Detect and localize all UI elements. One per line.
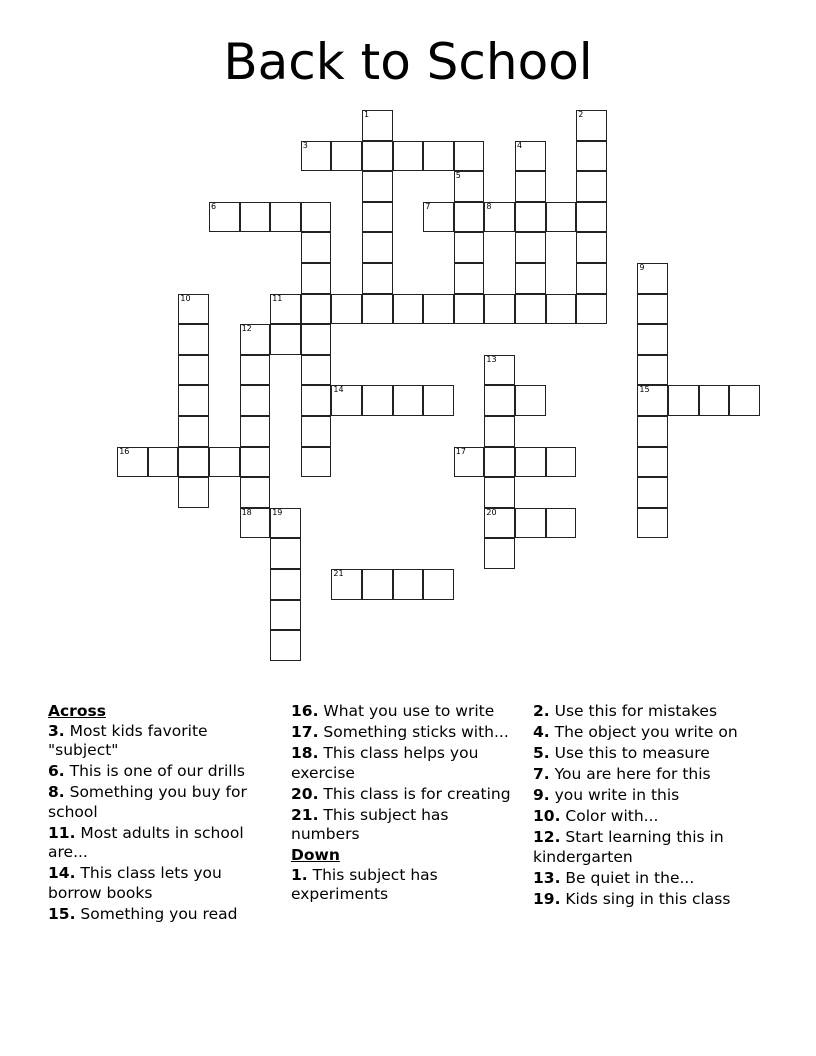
grid-cell[interactable] — [178, 447, 209, 478]
grid-cell[interactable] — [240, 324, 271, 355]
across-clue — [48, 905, 278, 925]
grid-cell[interactable] — [484, 355, 515, 386]
clue-number-label: 21. — [291, 805, 319, 824]
across-clue — [291, 806, 521, 845]
clue-number: 11 — [272, 293, 283, 303]
grid-cell[interactable] — [270, 202, 301, 233]
clue-number-label: 6. — [48, 762, 65, 780]
grid-cell[interactable] — [362, 171, 393, 202]
grid-cell[interactable] — [515, 447, 546, 478]
down-clue — [533, 869, 763, 889]
grid-cell[interactable] — [301, 294, 332, 325]
grid-cell[interactable] — [668, 385, 699, 416]
clue-column-2 — [291, 702, 521, 906]
grid-cell[interactable] — [515, 232, 546, 263]
grid-cell[interactable] — [546, 447, 577, 478]
grid-cell[interactable] — [576, 171, 607, 202]
clue-number-label: 14. — [48, 864, 76, 882]
across-clue — [291, 723, 521, 743]
across-clue — [48, 722, 278, 761]
grid-cell[interactable] — [301, 263, 332, 294]
down-clue — [291, 866, 521, 905]
clue-number-label: 5. — [533, 744, 550, 762]
grid-cell[interactable] — [637, 508, 668, 539]
grid-cell[interactable] — [576, 232, 607, 263]
grid-cell[interactable] — [637, 263, 668, 294]
clue-text: This class lets you borrow books — [48, 864, 222, 902]
grid-cell[interactable] — [423, 385, 454, 416]
grid-cell[interactable] — [576, 294, 607, 325]
clue-text: Color with... — [560, 807, 659, 825]
grid-cell[interactable] — [270, 600, 301, 631]
grid-cell[interactable] — [240, 447, 271, 478]
clue-number: 5 — [455, 171, 461, 181]
grid-cell[interactable] — [546, 294, 577, 325]
grid-cell[interactable] — [454, 232, 485, 263]
grid-cell[interactable] — [576, 263, 607, 294]
clue-number-label: 4. — [533, 723, 550, 741]
grid-cell[interactable] — [240, 355, 271, 386]
grid-cell[interactable] — [484, 416, 515, 447]
grid-cell[interactable] — [270, 630, 301, 661]
clue-text: Most adults in school are... — [48, 823, 244, 861]
grid-cell[interactable] — [515, 171, 546, 202]
grid-cell[interactable] — [270, 569, 301, 600]
down-clue — [533, 828, 763, 867]
clue-number-label: 1. — [291, 865, 308, 884]
clue-number-label: 13. — [533, 868, 561, 887]
grid-cell[interactable] — [637, 294, 668, 325]
clue-text: Most kids favorite "subject" — [48, 721, 208, 759]
clue-number-label: 10. — [533, 807, 561, 825]
clue-number: 15 — [639, 385, 650, 395]
grid-cell[interactable] — [423, 141, 454, 172]
clue-number-label: 7. — [533, 765, 550, 783]
grid-cell[interactable] — [301, 416, 332, 447]
across-clue — [48, 864, 278, 903]
clue-number-label: 2. — [533, 702, 550, 720]
clue-number: 12 — [241, 324, 252, 334]
grid-cell[interactable] — [331, 569, 362, 600]
across-header: Across — [48, 702, 106, 720]
clue-number: 8 — [486, 201, 492, 211]
grid-cell[interactable] — [454, 263, 485, 294]
grid-cell[interactable] — [393, 385, 424, 416]
grid-cell[interactable] — [148, 447, 179, 478]
grid-cell[interactable] — [331, 294, 362, 325]
clue-text: Something you buy for school — [48, 783, 247, 821]
grid-cell[interactable] — [454, 202, 485, 233]
clue-number-label: 8. — [48, 783, 65, 801]
grid-cell[interactable] — [637, 324, 668, 355]
clue-number: 18 — [241, 507, 252, 517]
down-clue — [533, 765, 763, 785]
grid-cell[interactable] — [729, 385, 760, 416]
grid-cell[interactable] — [301, 202, 332, 233]
clue-number: 13 — [486, 354, 497, 364]
grid-cell[interactable] — [484, 294, 515, 325]
grid-cell[interactable] — [178, 294, 209, 325]
clue-number-label: 12. — [533, 828, 561, 846]
clue-text: Kids sing in this class — [560, 889, 731, 908]
grid-cell[interactable] — [301, 232, 332, 263]
grid-cell[interactable] — [515, 141, 546, 172]
clue-number-label: 17. — [291, 723, 319, 741]
grid-cell[interactable] — [423, 202, 454, 233]
down-clue — [533, 723, 763, 743]
grid-cell[interactable] — [484, 508, 515, 539]
grid-cell[interactable] — [178, 355, 209, 386]
across-clue — [291, 785, 521, 805]
grid-cell[interactable] — [393, 141, 424, 172]
grid-cell[interactable] — [637, 447, 668, 478]
grid-cell[interactable] — [546, 202, 577, 233]
down-clue — [533, 807, 763, 827]
clue-number-label: 3. — [48, 721, 65, 740]
grid-cell[interactable] — [301, 447, 332, 478]
clue-number-label: 9. — [533, 786, 550, 804]
clue-number: 9 — [639, 263, 645, 272]
across-clue — [48, 783, 278, 822]
clue-number: 3 — [302, 140, 308, 150]
down-clue — [533, 744, 763, 764]
grid-cell[interactable] — [423, 569, 454, 600]
across-clue — [48, 762, 278, 782]
grid-cell[interactable] — [178, 477, 209, 508]
grid-cell[interactable] — [454, 171, 485, 202]
grid-cell[interactable] — [270, 324, 301, 355]
grid-cell[interactable] — [454, 447, 485, 478]
grid-cell[interactable] — [484, 538, 515, 569]
grid-cell[interactable] — [240, 416, 271, 447]
clue-text: Start learning this in kindergarten — [533, 828, 724, 866]
clue-number: 19 — [272, 507, 283, 517]
grid-cell[interactable] — [637, 355, 668, 386]
clue-number: 14 — [333, 385, 344, 395]
clue-number: 6 — [211, 201, 217, 211]
clue-text: What you use to write — [318, 702, 495, 720]
clue-text: This class is for creating — [318, 784, 511, 803]
clue-text: Something sticks with... — [318, 723, 509, 741]
down-header: Down — [291, 846, 340, 864]
clue-text: you write in this — [549, 786, 680, 804]
grid-cell[interactable] — [362, 294, 393, 325]
grid-cell[interactable] — [484, 447, 515, 478]
grid-cell[interactable] — [515, 263, 546, 294]
clue-text: This subject has numbers — [291, 805, 449, 843]
clue-number: 10 — [180, 293, 191, 303]
grid-cell[interactable] — [209, 447, 240, 478]
grid-cell[interactable] — [454, 141, 485, 172]
grid-cell[interactable] — [331, 141, 362, 172]
grid-cell[interactable] — [178, 324, 209, 355]
clue-column-3 — [533, 702, 763, 911]
grid-cell[interactable] — [423, 294, 454, 325]
clue-text: You are here for this — [549, 765, 711, 783]
grid-cell[interactable] — [362, 385, 393, 416]
clue-number-label: 15. — [48, 904, 76, 923]
across-clue — [291, 702, 521, 722]
clue-column-1 — [48, 702, 278, 926]
grid-cell[interactable] — [301, 355, 332, 386]
down-clue — [533, 702, 763, 722]
clue-number: 4 — [517, 140, 523, 150]
grid-cell[interactable] — [270, 294, 301, 325]
grid-cell[interactable] — [240, 385, 271, 416]
grid-cell[interactable] — [362, 263, 393, 294]
across-clue — [291, 744, 521, 783]
grid-cell[interactable] — [576, 202, 607, 233]
clue-text: Use this to measure — [549, 744, 710, 762]
clue-text: Use this for mistakes — [549, 702, 718, 720]
grid-cell[interactable] — [240, 508, 271, 539]
clue-number: 1 — [364, 110, 370, 119]
clue-number-label: 18. — [291, 744, 319, 762]
grid-cell[interactable] — [484, 202, 515, 233]
clue-number: 16 — [119, 446, 130, 456]
down-clue — [533, 890, 763, 910]
grid-cell[interactable] — [362, 232, 393, 263]
grid-cell[interactable] — [362, 569, 393, 600]
clue-number-label: 16. — [291, 702, 319, 720]
grid-cell[interactable] — [546, 508, 577, 539]
grid-cell[interactable] — [637, 385, 668, 416]
grid-cell[interactable] — [699, 385, 730, 416]
clue-text: This class helps you exercise — [291, 744, 479, 782]
clue-number-label: 11. — [48, 823, 76, 842]
clue-text: This subject has experiments — [291, 865, 438, 903]
grid-cell[interactable] — [240, 477, 271, 508]
clue-number: 17 — [455, 446, 466, 456]
down-clue — [533, 786, 763, 806]
clue-text: This is one of our drills — [64, 762, 245, 780]
clue-number: 7 — [425, 201, 431, 211]
grid-cell[interactable] — [178, 416, 209, 447]
grid-cell[interactable] — [637, 477, 668, 508]
grid-cell[interactable] — [515, 294, 546, 325]
clue-number-label: 19. — [533, 889, 561, 908]
grid-cell[interactable] — [576, 110, 607, 141]
grid-cell[interactable] — [331, 385, 362, 416]
grid-cell[interactable] — [362, 141, 393, 172]
grid-cell[interactable] — [209, 202, 240, 233]
clue-text: Something you read — [75, 904, 238, 923]
grid-cell[interactable] — [178, 385, 209, 416]
grid-cell[interactable] — [484, 385, 515, 416]
clue-number: 2 — [578, 110, 584, 119]
across-clue — [48, 824, 278, 863]
grid-cell[interactable] — [301, 385, 332, 416]
grid-cell[interactable] — [515, 385, 546, 416]
grid-cell[interactable] — [576, 141, 607, 172]
grid-cell[interactable] — [454, 294, 485, 325]
grid-cell[interactable] — [362, 110, 393, 141]
grid-cell[interactable] — [637, 416, 668, 447]
grid-cell[interactable] — [301, 324, 332, 355]
page-title: Back to School — [223, 33, 593, 91]
grid-cell[interactable] — [240, 202, 271, 233]
grid-cell[interactable] — [393, 294, 424, 325]
clue-text: Be quiet in the... — [560, 868, 695, 887]
grid-cell[interactable] — [270, 538, 301, 569]
clue-number: 21 — [333, 569, 344, 578]
clue-text: The object you write on — [549, 723, 738, 741]
grid-cell[interactable] — [117, 447, 148, 478]
grid-cell[interactable] — [301, 141, 332, 172]
grid-cell[interactable] — [393, 569, 424, 600]
clue-number: 20 — [486, 507, 497, 517]
clue-number-label: 20. — [291, 784, 319, 803]
grid-cell[interactable] — [270, 508, 301, 539]
grid-cell[interactable] — [515, 202, 546, 233]
grid-cell[interactable] — [515, 508, 546, 539]
grid-cell[interactable] — [484, 477, 515, 508]
grid-cell[interactable] — [362, 202, 393, 233]
